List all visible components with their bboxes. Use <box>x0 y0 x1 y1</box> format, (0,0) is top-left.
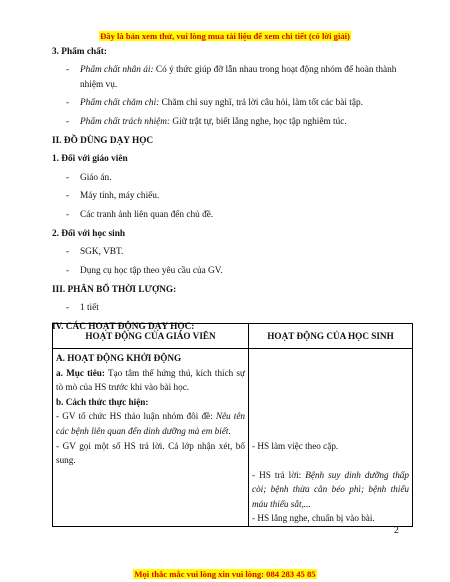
activity-title: A. HOẠT ĐỘNG KHỞI ĐỘNG <box>56 353 182 363</box>
teacher-column-header: HOẠT ĐỘNG CỦA GIÁO VIÊN <box>53 324 249 349</box>
list-item: - Phẩm chất nhân ái: Có ý thức giúp đỡ lẫn nhau trong hoạt động nhóm để hoàn thành nhiệm vụ. <box>66 65 397 90</box>
list-item: - Phẩm chất chăm chỉ: Chăm chỉ suy nghĩ, trả lời câu hỏi, làm tốt các bài tập. <box>66 98 363 109</box>
teacher-materials-heading: 1. Đối với giáo viên <box>52 154 128 165</box>
section-IV-heading: IV. CÁC HOẠT ĐỘNG DẠY HỌC: <box>52 321 195 332</box>
preview-banner <box>0 26 450 44</box>
document-body <box>52 45 412 334</box>
list-item: - Máy tính, máy chiếu. <box>66 191 160 202</box>
student-materials-heading: 2. Đối với học sinh <box>52 228 126 239</box>
section-III-heading: III. PHÂN BỐ THỜI LƯỢNG: <box>52 284 177 295</box>
activities-table <box>52 323 413 527</box>
teacher-activity-cell: A. HOẠT ĐỘNG KHỞI ĐỘNG a. Mục tiêu: Tạo tâm thế hứng thú, kích thích sự tò mò của HS trước khi vào bài học. b. Cách thức thực hiện: - GV tổ chức HS thảo luận nhóm đôi đề: Nêu tên các bệnh liên quan đến dinh dưỡng mà em biết. - GV gọi một số HS trả lời. Cả lớp nhận xét, bổ sung. <box>53 349 249 527</box>
preview-banner-text: Đây là bản xem thử, vui lòng mua tài liệu để xem chi tiết (có lời giải) <box>100 31 350 41</box>
list-item: - SGK, VBT. <box>66 247 124 258</box>
student-column-header: HOẠT ĐỘNG CỦA HỌC SINH <box>249 324 413 349</box>
list-item: - Giáo án. <box>66 172 112 183</box>
list-item: - Các tranh ảnh liên quan đến chủ đề. <box>66 210 214 221</box>
page-number: 2 <box>394 526 399 536</box>
contact-banner-text: Mọi thắc mắc vui lòng xin vui lòng: 084 283 45 85 <box>134 569 316 579</box>
list-item: - Dụng cụ học tập theo yêu cầu của GV. <box>66 266 223 277</box>
list-item: - 1 tiết <box>66 303 99 314</box>
section-3-heading: 3. Phẩm chất: <box>52 47 108 57</box>
student-activity-cell: - HS làm việc theo cặp. - HS trả lời: Bệnh suy dinh dưỡng thấp còi; bệnh thừa cân béo phì; bệnh thiếu máu thiếu sắt,... - HS lắng nghe, chuẩn bị vào bài. <box>249 349 413 527</box>
contact-banner <box>0 564 450 582</box>
section-II-heading: II. ĐỒ DÙNG DẠY HỌC <box>52 135 154 146</box>
list-item: - Phẩm chất trách nhiệm: Giữ trật tự, biết lắng nghe, học tập nghiêm túc. <box>66 117 347 128</box>
